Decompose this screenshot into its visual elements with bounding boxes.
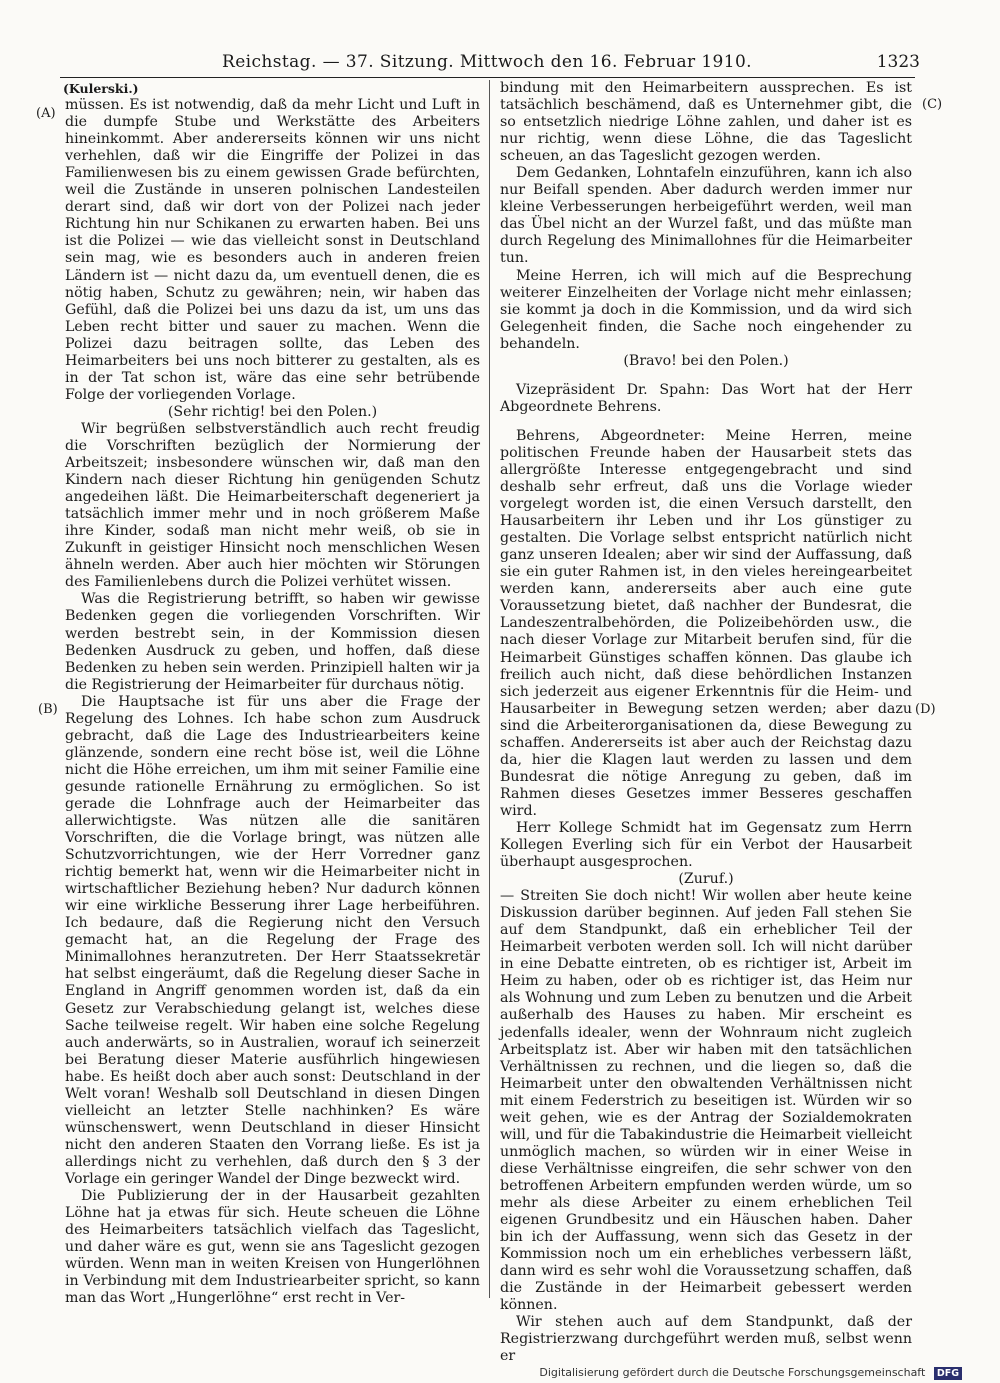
- paragraph: Die Publizierung der in der Hausarbeit gezahlten Löhne hat ja etwas für sich. Heute scheuen die Löhne des Heimarbeiters tatsächlich vielfach das Tageslicht, und daher wäre es gut, wenn sie ans Tageslicht gezogen würden. Wenn man in weiten Kreisen von Hungerlöhnen in Verbindung mit dem Industriearbeiter spricht, so kann man das Wort „Hungerlöhne“ erst recht in Ver-: [65, 1188, 480, 1307]
- paragraph: Dem Gedanken, Lohntafeln einzuführen, kann ich also nur Beifall spenden. Aber dadurch werden immer nur kleine Verbesserungen herbeigeführt werden, weil man das Übel nicht an der Wurzel faßt, und das müßte man durch Regelung des Minimallohnes für die Heimarbeiter tun.: [500, 165, 912, 267]
- paragraph: Wir stehen auch auf dem Standpunkt, daß der Registrierzwang durchgeführt werden muß, selbst wenn er: [500, 1314, 912, 1365]
- page-header: [62, 52, 920, 74]
- interjection: (Sehr richtig! bei den Polen.): [167, 403, 378, 420]
- right-column: [500, 80, 912, 1365]
- dfg-logo: DFG: [934, 1367, 962, 1380]
- speaker-label: (Kulerski.): [63, 81, 139, 96]
- interjection: (Zuruf.): [678, 871, 734, 888]
- paragraph: müssen. Es ist notwendig, daß da mehr Licht und Luft in die dumpfe Stube und Werkstätte des Arbeiters hineinkommt. Aber andererseits können wir uns nicht verhehlen, daß wir die Eingriffe der Polizei in das Familienwesen bis zu einem gewissen Grade befürchten, weil die Zustände in unseren polnischen Landesteilen derart sind, daß wir dort von der Polizei nach jeder Richtung hin nur Schikanen zu erwarten haben. Bei uns ist die Polizei — wie das vielleicht sonst in Deutschland sein mag, wie es besonders auch in anderen freien Ländern ist — nicht dazu da, um eventuell denen, die es nötig haben, Schutz zu gewähren; nein, wir haben das Gefühl, daß die Polizei bei uns dazu da ist, um uns das Leben recht bitter und sauer zu machen. Wenn die Polizei dazu beitragen sollte, das Leben des Heimarbeiters bei uns noch bitterer zu gestalten, als es in der Tat schon ist, wäre das eine sehr betrübende Folge der vorliegenden Vorlage.: [65, 97, 480, 403]
- paragraph: Herr Kollege Schmidt hat im Gegensatz zum Herrn Kollegen Everling sich für ein Verbot der Hausarbeit überhaupt ausgesprochen.: [500, 819, 912, 871]
- header-rule: [60, 77, 915, 78]
- footer-credit: Digitalisierung gefördert durch die Deutsche Forschungsgemeinschaft: [539, 1366, 926, 1379]
- left-column: [65, 80, 480, 1307]
- paragraph: — Streiten Sie doch nicht! Wir wollen aber heute keine Diskussion darüber beginnen. Auf jeden Fall stehen Sie auf dem Standpunkt, daß ein erheblicher Teil der Heimarbeit verboten werden soll. Ich will nicht darüber in eine Debatte eintreten, ob es richtiger ist, Arbeit im Heim zu haben, oder ob es richtiger ist, das Heim nur als Wohnung und zum Leben zu benutzen und die Arbeit außerhalb des Hauses zu haben. Mir erscheint es jedenfalls idealer, wenn der Wohnraum nicht zugleich Arbeitsplatz ist. Aber wir haben mit den tatsächlichen Verhältnissen zu rechnen, und die liegen so, daß die Heimarbeit unter den obwaltenden Verhältnissen nicht mit einem Federstrich zu beseitigen ist. Würden wir so weit gehen, wie es der Antrag der Sozialdemokraten will, und für die Tabakindustrie die Heimarbeit vielleicht unmöglich machen, so würden wir in einer Weise in diese Verhältnisse eingreifen, die sehr schwer von den betroffenen Arbeitern empfunden werden würde, um so mehr als diese Arbeiter zu einem erheblichen Teil eigenen Grundbesitz und ein Häuschen haben. Daher bin ich der Auffassung, wenn sich das Gesetz in der Kommission noch um ein erhebliches verbessern läßt, dann wird es sehr wohl die Voraussetzung schaffen, daß die Zustände in der Heimarbeit gebessert werden können.: [500, 888, 912, 1314]
- page-footer: [539, 1366, 962, 1380]
- paragraph: Was die Registrierung betrifft, so haben wir gewisse Bedenken gegen die vorliegenden Vorschriften. Wir werden bestrebt sein, in der Kommission diesen Bedenken Ausdruck zu geben, und hoffen, daß diese Bedenken zu heben sein werden. Prinzipiell halten wir ja die Registrierung der Heimarbeiter für durchaus nötig.: [65, 591, 480, 693]
- margin-marker-d: (D): [915, 702, 936, 717]
- margin-marker-a: (A): [36, 106, 56, 121]
- paragraph: Wir begrüßen selbstverständlich auch recht freudig die Vorschriften bezüglich der Normierung der Arbeitszeit; insbesondere wünschen wir, daß man den Kindern nach dieser Richtung hin genügenden Schutz angedeihen läßt. Die Heimarbeiterschaft degeneriert ja tatsächlich immer mehr und in noch größerem Maße ihre Kinder, sodaß man nicht mehr weiß, ob sie in Zukunft in geistiger Hinsicht noch menschlichen Wesen ähneln werden. Aber auch hier möchten wir Störungen des Familienlebens durch die Polizei verhütet wissen.: [65, 420, 480, 591]
- page-header-title: Reichstag. — 37. Sitzung. Mittwoch den 16. Februar 1910.: [222, 52, 752, 72]
- presiding-statement: Vizepräsident Dr. Spahn: Das Wort hat der Herr Abgeordnete Behrens.: [500, 381, 912, 415]
- speech-opening: Behrens, Abgeordneter: Meine Herren, meine politischen Freunde haben der Hausarbeit stets das allergrößte Interesse entgegengebracht und sind deshalb sehr erfreut, daß uns die Vorlage wieder vorgelegt worden ist, die einen Versuch darstellt, den Hausarbeitern ihr Leben und ihr Los günstiger zu gestalten. Die Vorlage selbst entspricht natürlich nicht ganz unseren Idealen; aber wir sind der Auffassung, daß sie ein guter Rahmen ist, in den vieles hereingearbeitet werden kann, andererseits aber auch eine gute Voraussetzung bietet, daß nachher der Bundesrat, die Landeszentralbehörden, die Polizeibehörden usw., die nach dieser Vorlage zur Mitarbeit berufen sind, für die Heimarbeit Günstiges schaffen können. Das glaube ich freilich auch nicht, daß diese behördlichen Instanzen sich jederzeit aus eigener Erkenntnis für die Heim- und Hausarbeiter in Bewegung setzen werden; aber dazu sind die Arbeiterorganisationen da, diese Bewegung zu schaffen. Andererseits ist aber auch der Reichstag dazu da, hier die Klagen laut werden zu lassen und dem Bundesrat die nötige Anregung zu geben, daß im Rahmen dieses Gesetzes immer Besseres geschaffen wird.: [500, 427, 912, 819]
- column-divider: [489, 80, 490, 1298]
- paragraph: Meine Herren, ich will mich auf die Besprechung weiterer Einzelheiten der Vorlage nicht mehr einlassen; sie kommt ja doch in die Kommission, und da wird sich Gelegenheit finden, die Sache noch eingehender zu behandeln.: [500, 267, 912, 352]
- paragraph: bindung mit den Heimarbeitern aussprechen. Es ist tatsächlich beschämend, daß es Unternehmer gibt, die so entsetzlich niedrige Löhne zahlen, und daher ist es nur richtig, wenn diese Löhne, die das Tageslicht scheuen, an das Tageslicht gezogen werden.: [500, 80, 912, 165]
- interjection: (Bravo! bei den Polen.): [623, 352, 789, 369]
- page-number: 1323: [876, 52, 920, 72]
- margin-marker-b: (B): [38, 702, 58, 717]
- paragraph: Die Hauptsache ist für uns aber die Frage der Regelung des Lohnes. Ich habe schon zum Ausdruck gebracht, daß die Lage des Industriearbeiters keine glänzende, sondern eine recht böse ist, weil die Löhne nicht die Höhe erreichen, um ihm mit seiner Familie eine gesunde rationelle Ernährung zu ermöglichen. So ist gerade die Lohnfrage auch der Heimarbeiter das allerwichtigste. Was nützen alle die sanitären Vorschriften, die die Vorlage bringt, was nützen alle Schutzvorrichtungen, wie der Herr Vorredner ganz richtig bemerkt hat, wenn wir die Heimarbeiter nicht in wirtschaftlicher Beziehung heben? Nur dadurch können wir eine wirkliche Besserung ihrer Lage herbeiführen. Ich bedaure, daß die Regierung nicht den Versuch gemacht hat, an die Regelung der Frage des Minimallohnes heranzutreten. Der Herr Staatssekretär hat selbst eingeräumt, daß die Regelung dieser Sache in England in Angriff genommen worden ist, daß da ein Gesetz zur Verabschiedung gelangt ist, welches diese Sache teilweise regelt. Wir haben eine solche Regelung auch anderwärts, so in Australien, worauf ich seinerzeit bei Beratung dieser Materie ausführlich hingewiesen habe. Es heißt doch aber auch sonst: Deutschland in der Welt voran! Weshalb soll Deutschland in diesen Dingen vielleicht an letzter Stelle nachhinken? Es wäre wünschenswert, wenn Deutschland in dieser Hinsicht nicht den anderen Staaten den Vorrang ließe. Es ist ja allerdings nicht zu verhehlen, daß durch den § 3 der Vorlage ein geringer Wandel der Dinge bezweckt wird.: [65, 693, 480, 1187]
- margin-marker-c: (C): [922, 97, 943, 112]
